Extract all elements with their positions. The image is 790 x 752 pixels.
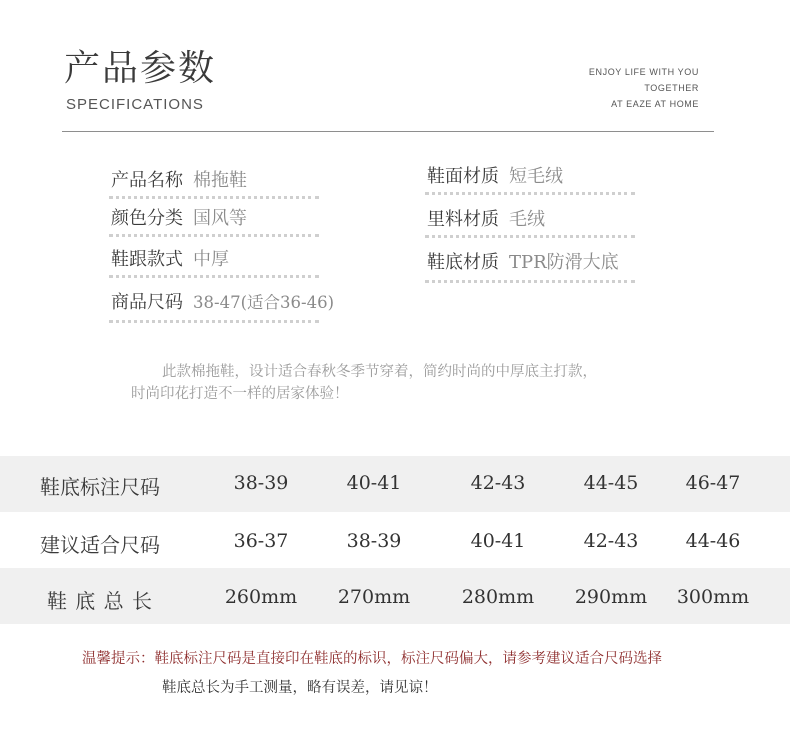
spec-value: 国风等 [193, 208, 247, 229]
spec-divider [109, 196, 319, 199]
spec-value: 毛绒 [509, 209, 545, 230]
spec-divider [109, 234, 319, 237]
spec-key: 商品尺码 [111, 292, 183, 313]
spec-key: 鞋跟款式 [111, 249, 183, 270]
measurement-note: 鞋底总长为手工测量，略有误差，请见谅！ [162, 680, 438, 696]
tagline-line-1: ENJOY LIFE WITH YOU [588, 67, 699, 77]
table-cell: 42-43 [470, 472, 526, 494]
spec-key: 鞋底材质 [427, 252, 499, 273]
header-divider [62, 131, 714, 132]
table-cell: 260mm [224, 586, 298, 608]
table-cell: 44-46 [685, 530, 741, 552]
spec-key: 里料材质 [427, 209, 499, 230]
spec-divider [425, 280, 635, 283]
spec-value: 短毛绒 [509, 166, 563, 187]
table-cell: 46-47 [685, 472, 741, 494]
spec-key: 鞋面材质 [427, 166, 499, 187]
spec-divider [109, 320, 319, 323]
spec-key: 颜色分类 [111, 208, 183, 229]
table-cell: 42-43 [583, 530, 639, 552]
row-label-sole-length: 鞋 底 总 长 [46, 589, 154, 613]
spec-size [111, 288, 334, 314]
spec-upper-material [427, 162, 563, 188]
table-cell: 38-39 [233, 472, 289, 494]
spec-key: 产品名称 [111, 170, 183, 191]
description-line-1: 此款棉拖鞋，设计适合春秋冬季节穿着，简约时尚的中厚底主打款， [162, 364, 597, 380]
row-label-marked-size: 鞋底标注尺码 [40, 475, 160, 499]
table-cell: 36-37 [233, 530, 289, 552]
table-cell: 280mm [461, 586, 535, 608]
tagline-line-3: AT EAZE AT HOME [611, 99, 699, 109]
spec-value: 棉拖鞋 [193, 170, 247, 191]
table-cell: 38-39 [346, 530, 402, 552]
table-cell: 44-45 [583, 472, 639, 494]
spec-sole-material [427, 248, 619, 274]
warm-tip-note: 温馨提示：鞋底标注尺码是直接印在鞋底的标识，标注尺码偏大，请参考建议适合尺码选择 [82, 651, 662, 667]
table-cell: 40-41 [470, 530, 526, 552]
table-cell: 40-41 [346, 472, 402, 494]
table-cell: 270mm [337, 586, 411, 608]
row-label-suggested-size: 建议适合尺码 [40, 533, 160, 557]
spec-value: 38-47(适合36-46) [193, 293, 335, 312]
spec-value: TPR防滑大底 [509, 252, 619, 273]
tagline-line-2: TOGETHER [644, 83, 699, 93]
spec-product-name [111, 166, 247, 192]
page-title: 产品参数 [64, 48, 217, 89]
table-cell: 290mm [574, 586, 648, 608]
spec-divider [109, 275, 319, 278]
spec-heel-style [111, 245, 229, 271]
description-line-2: 时尚印花打造不一样的居家体验！ [131, 386, 349, 402]
page-subtitle: SPECIFICATIONS [66, 96, 204, 113]
table-cell: 300mm [676, 586, 750, 608]
spec-divider [425, 235, 635, 238]
spec-value: 中厚 [193, 249, 229, 270]
spec-lining-material [427, 205, 545, 231]
spec-divider [425, 192, 635, 195]
spec-color [111, 204, 247, 230]
